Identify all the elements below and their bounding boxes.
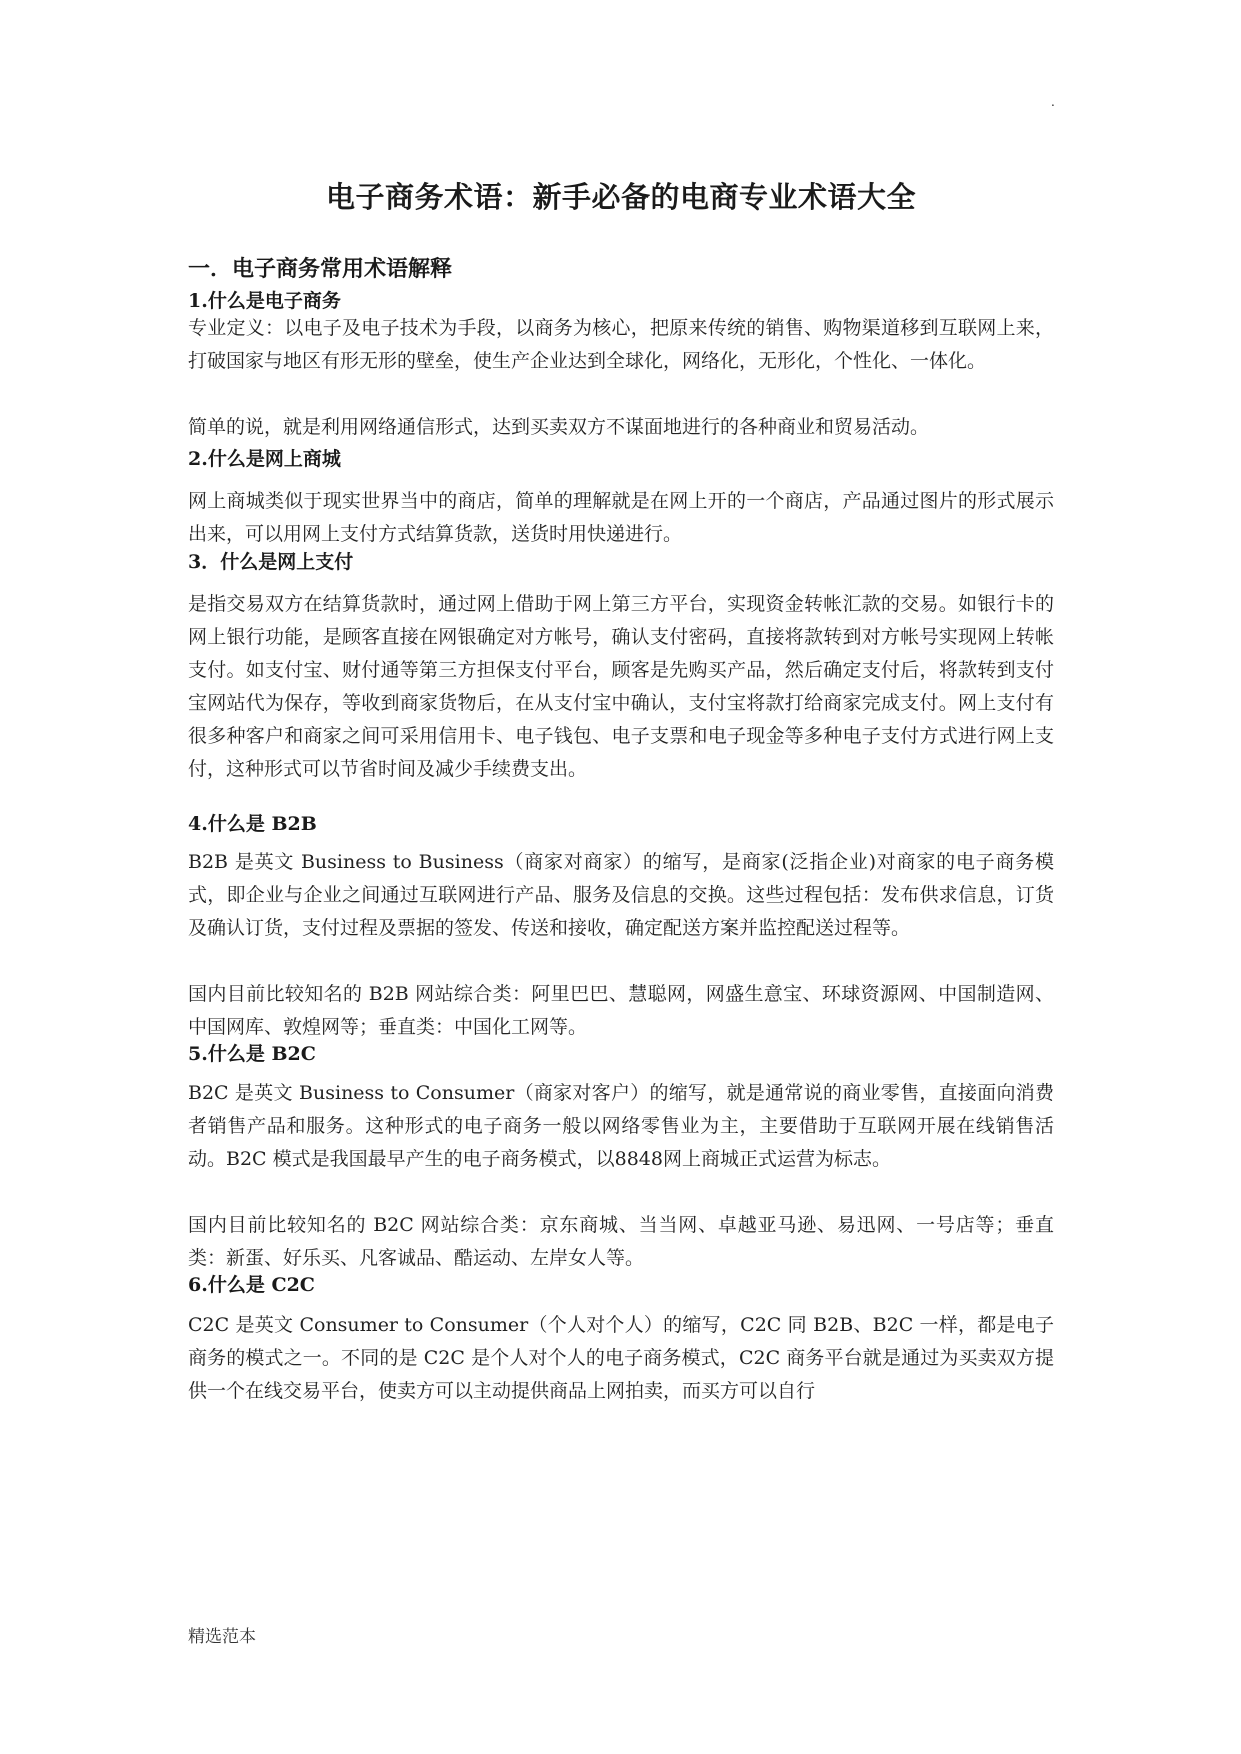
document-title: 电子商务术语：新手必备的电商专业术语大全	[325, 180, 916, 214]
page-marker: .	[1051, 95, 1055, 109]
paragraph-b2c-sites: 国内目前比较知名的 B2C 网站综合类：京东商城、当当网、卓越亚马逊、易迅网、一号店等；垂直类：新蛋、好乐买、凡客诚品、酷运动、左岸女人等。	[188, 1214, 1054, 1269]
paragraph-ecommerce-simple: 简单的说，就是利用网络通信形式，达到买卖双方不谋面地进行的各种商业和贸易活动。	[188, 416, 930, 438]
paragraph-c2c-definition: C2C 是英文 Consumer to Consumer（个人对个人）的缩写，C2C 同 B2B、B2C 一样，都是电子商务的模式之一。不同的是 C2C 是个人对个人的电子商务模式，C2C 商务平台就是通过为买卖双方提供一个在线交易平台，使卖方可以主动提供商品上网拍卖，而买方可以自行	[188, 1314, 1054, 1402]
paragraph-b2b-definition: B2B 是英文 Business to Business（商家对商家）的缩写，是商家(泛指企业)对商家的电子商务模式，即企业与企业之间通过互联网进行产品、服务及信息的交换。这些过程包括：发布供求信息，订货及确认订货，支付过程及票据的签发、传送和接收，确定配送方案并监控配送过程等。	[188, 851, 1054, 939]
footer-label: 精选范本	[188, 1627, 256, 1647]
item-heading-b2b: 4.什么是 B2B	[188, 813, 317, 835]
item-heading-ecommerce: 1.什么是电子商务	[188, 290, 341, 312]
paragraph-ecommerce-definition: 专业定义：以电子及电子技术为手段，以商务为核心，把原来传统的销售、购物渠道移到互联网上来，打破国家与地区有形无形的壁垒，使生产企业达到全球化，网络化，无形化，个性化、一体化。	[188, 317, 1054, 372]
paragraph-b2c-definition: B2C 是英文 Business to Consumer（商家对客户）的缩写，就是通常说的商业零售，直接面向消费者销售产品和服务。这种形式的电子商务一般以网络零售业为主，主要借助于互联网开展在线销售活动。B2C 模式是我国最早产生的电子商务模式，以8848网上商城正式运营为标志。	[188, 1082, 1054, 1170]
paragraph-online-mall: 网上商城类似于现实世界当中的商店，简单的理解就是在网上开的一个商店，产品通过图片的形式展示出来，可以用网上支付方式结算货款，送货时用快递进行。	[188, 490, 1054, 545]
item-heading-online-payment: 3．什么是网上支付	[188, 551, 354, 573]
item-heading-c2c: 6.什么是 C2C	[188, 1274, 315, 1296]
item-heading-online-mall: 2.什么是网上商城	[188, 448, 341, 470]
paragraph-online-payment: 是指交易双方在结算货款时，通过网上借助于网上第三方平台，实现资金转帐汇款的交易。如银行卡的网上银行功能，是顾客直接在网银确定对方帐号，确认支付密码，直接将款转到对方帐号实现网上转帐支付。如支付宝、财付通等第三方担保支付平台，顾客是先购买产品，然后确定支付后，将款转到支付宝网站代为保存，等收到商家货物后，在从支付宝中确认，支付宝将款打给商家完成支付。网上支付有很多种客户和商家之间可采用信用卡、电子钱包、电子支票和电子现金等多种电子支付方式进行网上支付，这种形式可以节省时间及减少手续费支出。	[188, 593, 1054, 780]
section-heading: 一．电子商务常用术语解释	[188, 256, 453, 282]
paragraph-b2b-sites: 国内目前比较知名的 B2B 网站综合类：阿里巴巴、慧聪网，网盛生意宝、环球资源网、中国制造网、中国网库、敦煌网等；垂直类：中国化工网等。	[188, 983, 1054, 1038]
item-heading-b2c: 5.什么是 B2C	[188, 1043, 316, 1065]
